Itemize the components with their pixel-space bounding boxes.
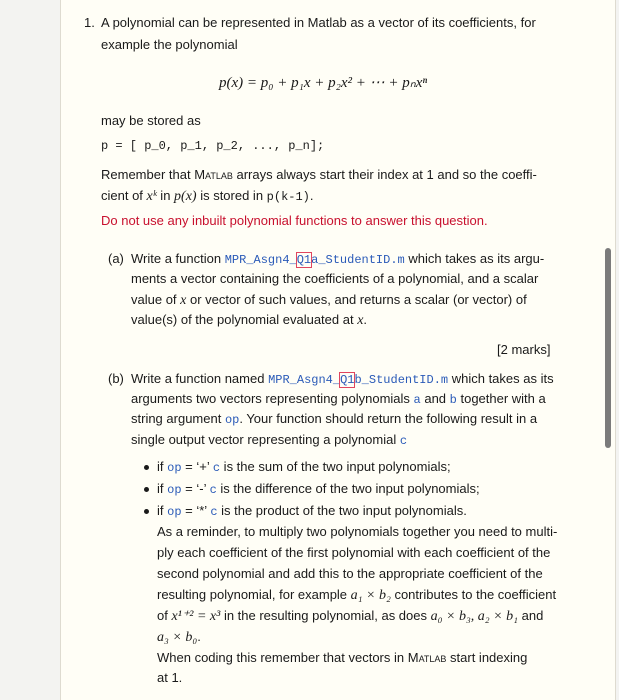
question-intro-line-2: example the polynomial (101, 37, 238, 52)
bullet-dot (144, 509, 149, 514)
part-b-function-name: MPR_Asgn4_Q1b_StudentID.m (268, 373, 449, 387)
question-number: 1. (84, 15, 95, 30)
part-a-marks: [2 marks] (497, 342, 551, 357)
stored-as-text: may be stored as (101, 113, 201, 128)
bullet-plus: if op = ‘+’ c is the sum of the two input polynomials; (157, 459, 451, 475)
remember-line-2: cient of xᵏ in p(x) is stored in p(k-1). (101, 188, 314, 204)
reminder-line-3: second polynomial and add this to the appropriate coefficient of the (157, 566, 543, 581)
part-a-function-name: MPR_Asgn4_Q1a_StudentID.m (224, 253, 405, 267)
part-b-line-2: arguments two vectors representing polynomials a and b together with a (131, 391, 546, 407)
bullet-dot (144, 487, 149, 492)
reminder-line-4: resulting polynomial, for example a₁ × b₂ contributes to the coefficient (157, 587, 557, 603)
reminder-line-2: ply each coefficient of the first polynomial with each coefficient of the (157, 545, 551, 560)
bullet-times: if op = ‘*’ c is the product of the two input polynomials. (157, 503, 467, 519)
bullet-minus: if op = ‘-’ c is the difference of the two input polynomials; (157, 481, 480, 497)
when-coding-line-2: at 1. (157, 670, 183, 685)
reminder-line-5: of x¹⁺² = x³ in the resulting polynomial, as does a₀ × b₃, a₂ × b₁ and (157, 608, 544, 624)
matlab-word: Matlab (194, 167, 233, 182)
part-b-line-3: string argument op. Your function should return the following result in a (131, 411, 538, 427)
reminder-line-6: a₃ × b₀. (157, 629, 201, 645)
part-a-line-4: value(s) of the polynomial evaluated at x. (131, 312, 368, 328)
part-b-label: (b) (108, 371, 124, 386)
warning-text: Do not use any inbuilt polynomial functions to answer this question. (101, 213, 488, 228)
reminder-line-1: As a reminder, to multiply two polynomials together you need to multi- (157, 524, 558, 539)
part-b-line-4: single output vector representing a polynomial c (131, 432, 408, 448)
remember-line-1: Remember that Matlab arrays always start their index at 1 and so the coeffi- (101, 167, 537, 182)
bullet-dot (144, 465, 149, 470)
part-a-line-2: ments a vector containing the coefficients of a polynomial, and a scalar (131, 271, 539, 286)
vertical-scrollbar[interactable] (605, 248, 611, 448)
part-a-label: (a) (108, 251, 124, 266)
part-b-line-1: Write a function named MPR_Asgn4_Q1b_StudentID.m which takes as its (131, 371, 554, 387)
code-line: p = [ p_0, p_1, p_2, ..., p_n]; (101, 139, 325, 153)
question-intro-line-1: A polynomial can be represented in Matlab as a vector of its coefficients, for (101, 15, 536, 30)
part-a-line-3: value of x or vector of such values, and returns a scalar (or vector) of (131, 292, 527, 308)
when-coding-line-1: When coding this remember that vectors in Matlab start indexing (157, 650, 528, 665)
polynomial-formula: p(x) = p₀ + p₁x + p₂x² + ⋯ + pₙxⁿ (219, 75, 428, 91)
part-a-line-1: Write a function MPR_Asgn4_Q1a_StudentID.m which takes as its argu- (131, 251, 545, 267)
